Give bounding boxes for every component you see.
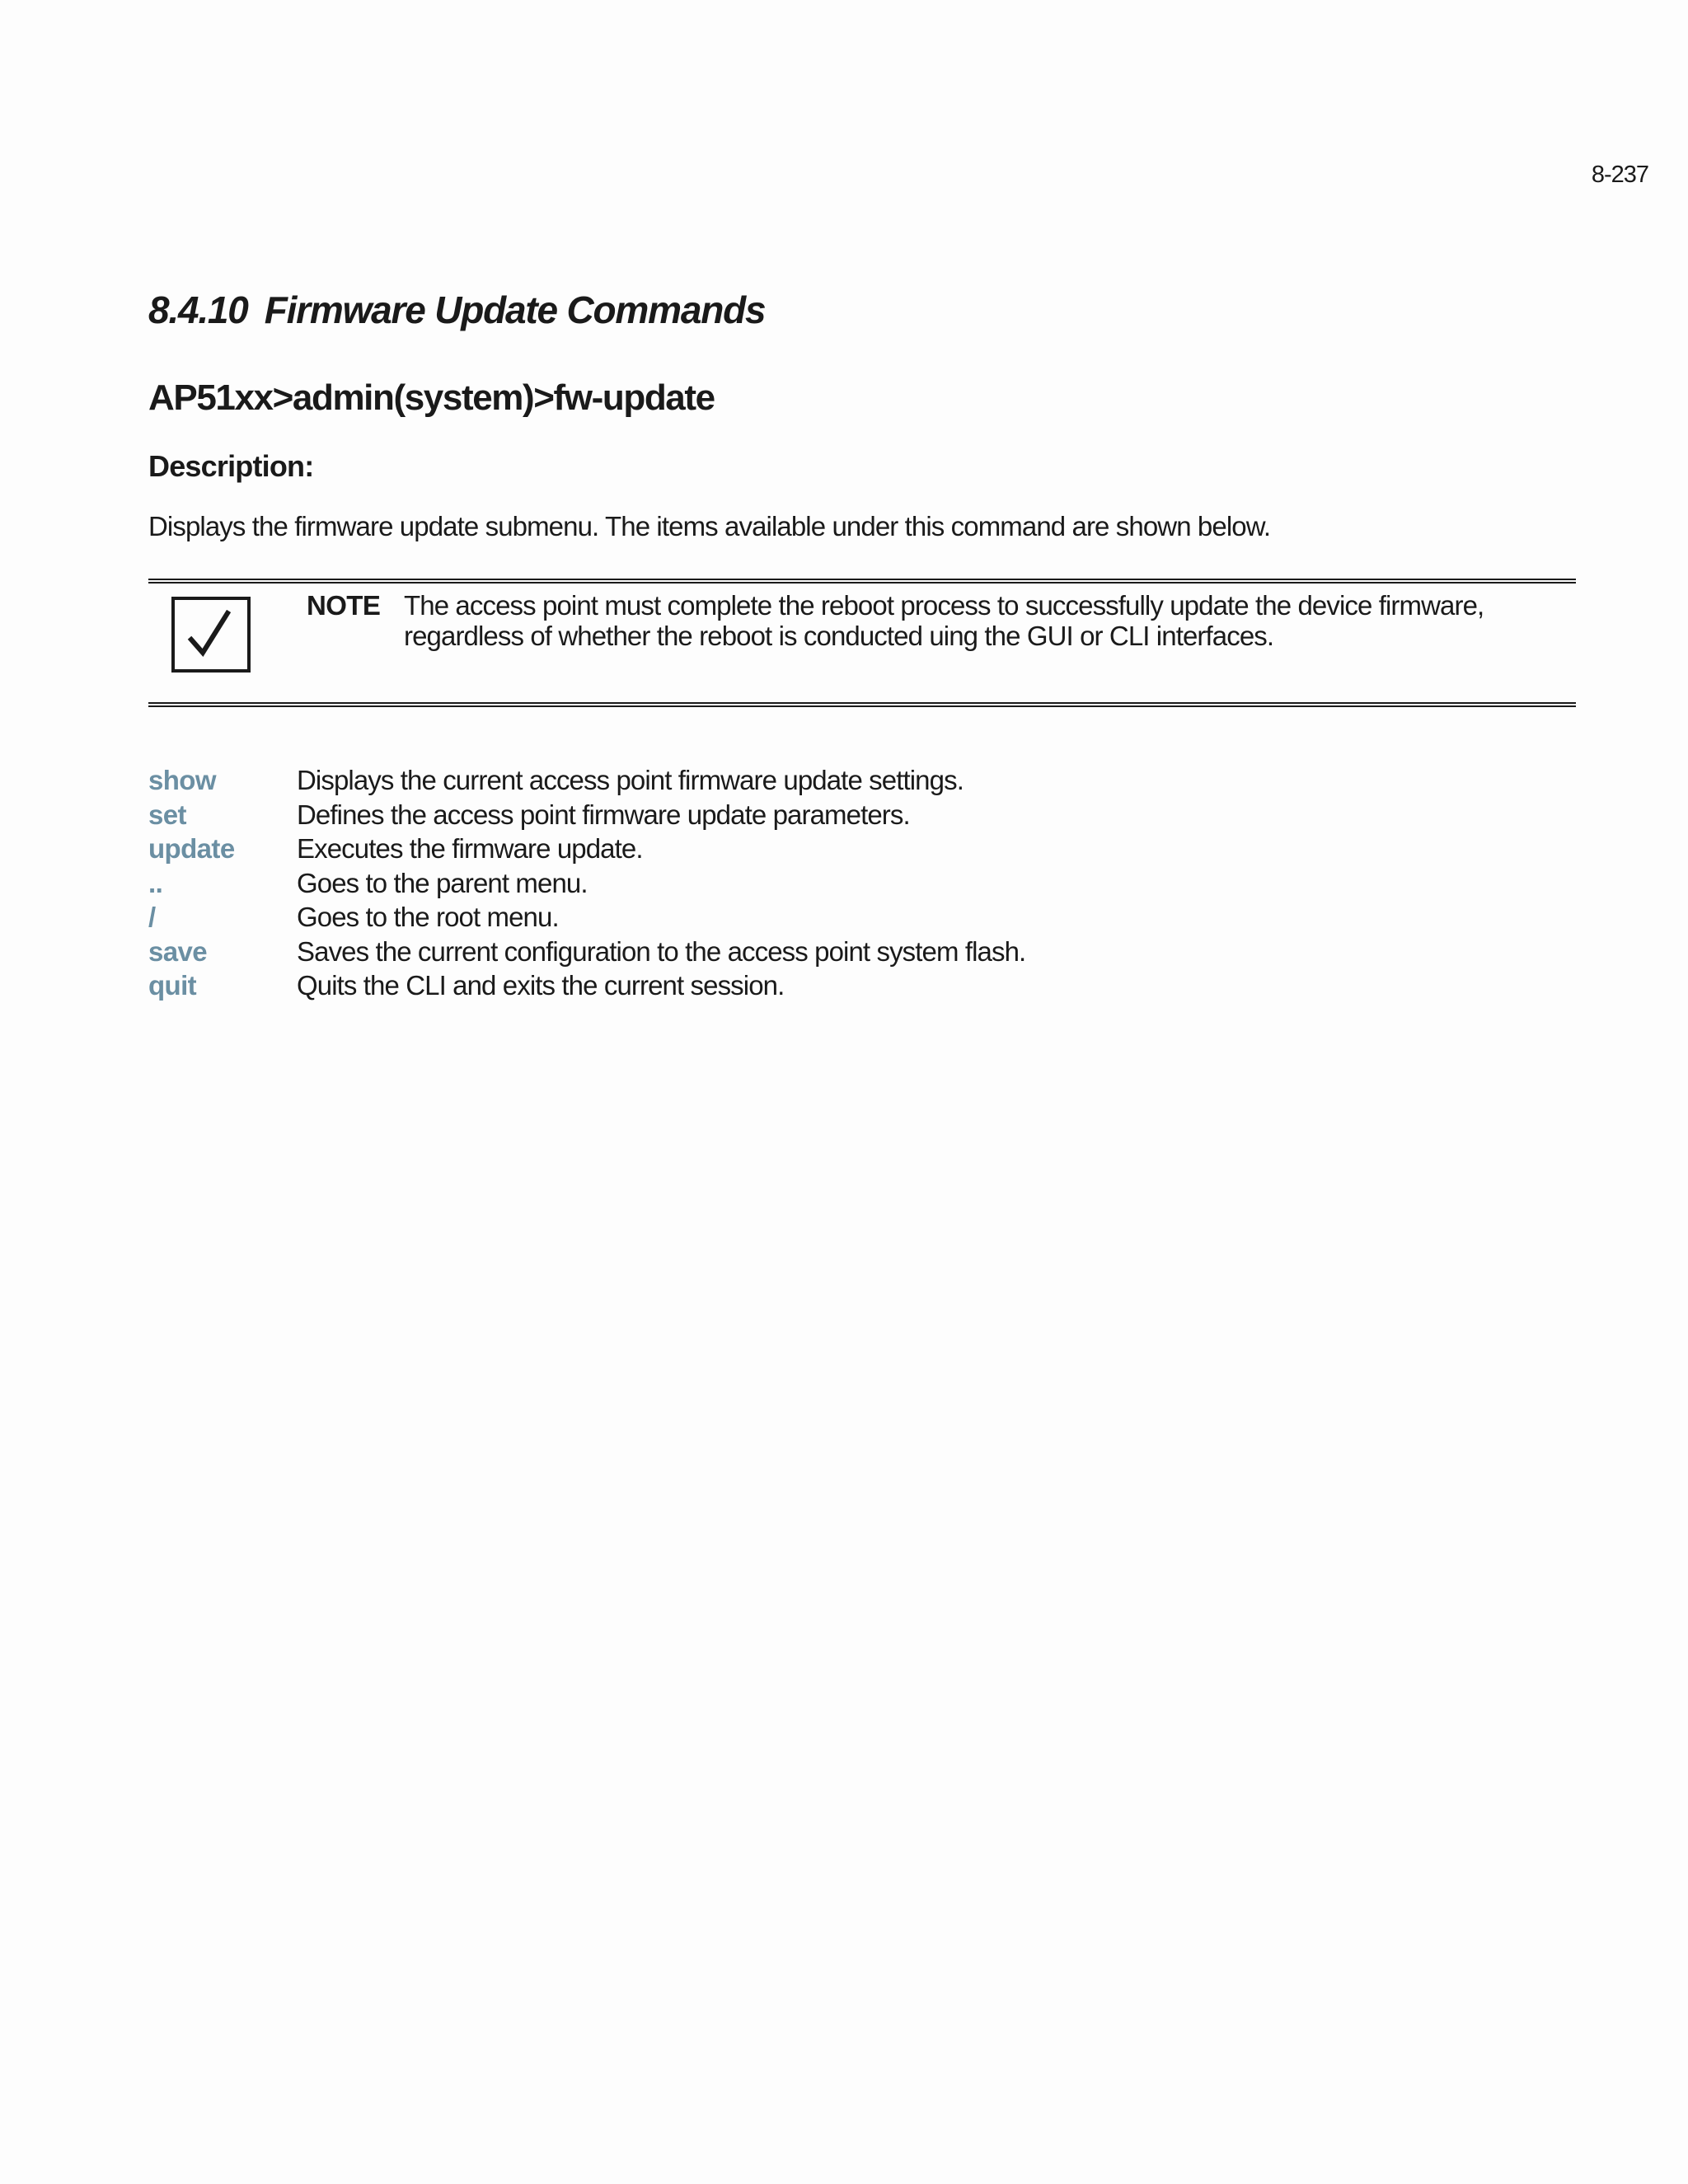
checkmark-glyph: [186, 610, 236, 661]
command-row: [148, 866, 1574, 901]
command-description: Displays the current access point firmware update settings.: [297, 765, 964, 795]
command-row: [148, 900, 1574, 935]
command-row: [148, 832, 1574, 866]
command-name-show[interactable]: show: [148, 765, 216, 795]
command-name-set[interactable]: set: [148, 799, 186, 830]
command-description: Defines the access point firmware update parameters.: [297, 799, 910, 830]
note-label: NOTE: [307, 590, 381, 621]
command-title: AP51xx>admin(system)>fw-update: [148, 377, 715, 418]
command-name-quit[interactable]: quit: [148, 970, 197, 1001]
command-row: [148, 968, 1574, 1003]
section-title-text: Firmware Update Commands: [264, 288, 766, 331]
command-list: [148, 763, 1574, 1003]
checkmark-icon: [171, 597, 251, 673]
command-name-root[interactable]: /: [148, 902, 156, 932]
page-number: 8-237: [1591, 162, 1648, 188]
command-description: Goes to the root menu.: [297, 902, 559, 932]
command-row: [148, 798, 1574, 832]
command-name-save[interactable]: save: [148, 935, 208, 967]
command-description: Quits the CLI and exits the current session.: [297, 970, 785, 1001]
command-description: Goes to the parent menu.: [297, 867, 588, 898]
section-number: 8.4.10: [148, 288, 248, 331]
command-description: Executes the firmware update.: [297, 833, 643, 864]
command-name-update[interactable]: update: [148, 833, 235, 864]
section-title: [148, 280, 1574, 340]
note-box: [148, 579, 1576, 707]
note-text: The access point must complete the reboot process to successfully update the device firmware, regardless of whether the reboot is conducted uing the GUI or CLI interfaces.: [404, 590, 1484, 651]
command-row: [148, 935, 1574, 969]
command-row: [148, 763, 1574, 798]
command-name-parent[interactable]: ..: [148, 867, 163, 898]
page-content: [148, 280, 1574, 1003]
description-text: Displays the firmware update submenu. The items available under this command are shown below.: [148, 511, 1271, 541]
description-heading: Description:: [148, 449, 314, 483]
command-description: Saves the current configuration to the access point system flash.: [297, 935, 1026, 967]
